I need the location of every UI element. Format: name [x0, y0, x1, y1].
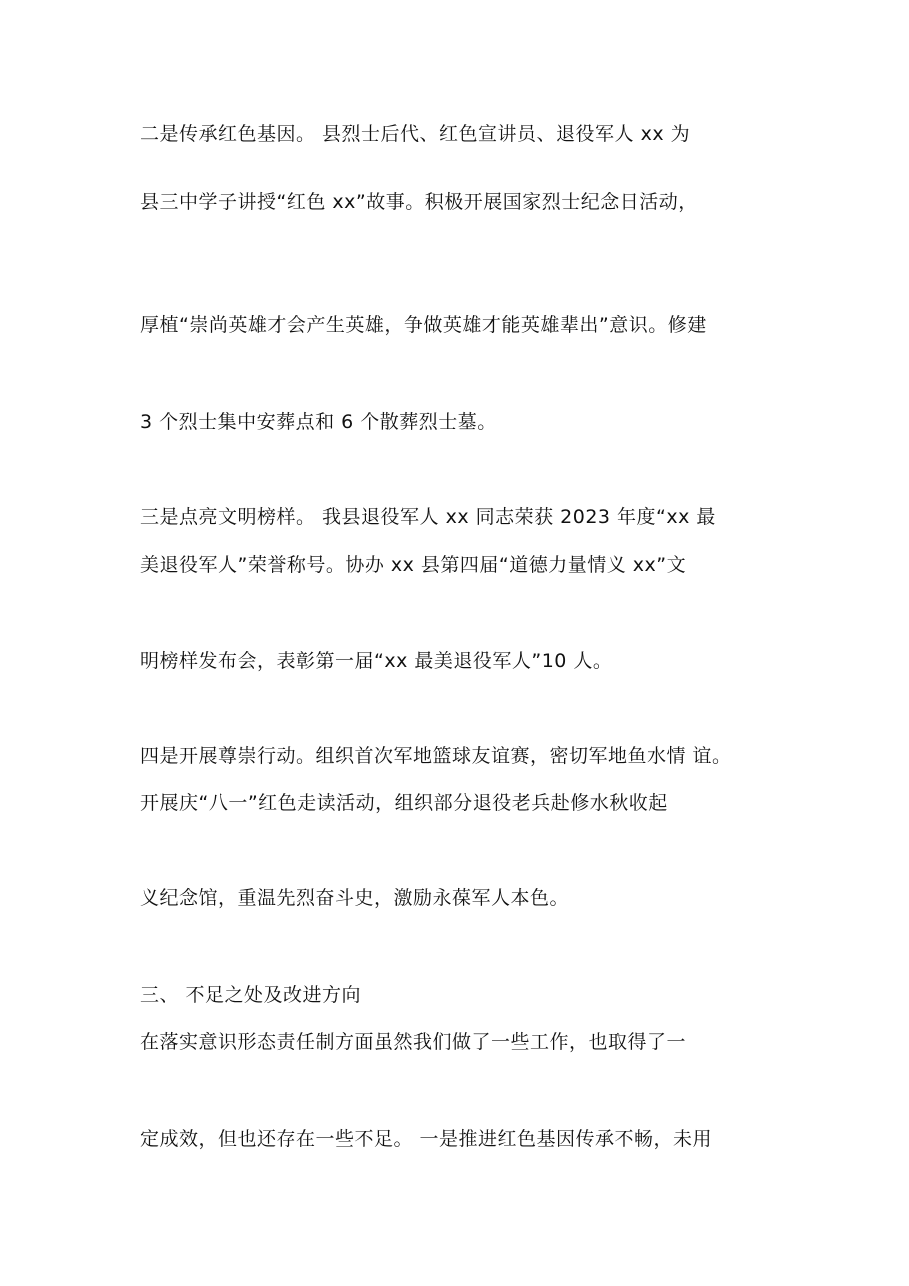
paragraph-line: 美退役军人”荣誉称号。协办 xx 县第四届“道德力量情义 xx”文	[140, 554, 687, 576]
paragraph-line: 3 个烈士集中安葬点和 6 个散葬烈士墓。	[140, 411, 497, 433]
paragraph-line: 开展庆“八一”红色走读活动，组织部分退役老兵赴修水秋收起	[140, 792, 668, 814]
paragraph-line: 四是开展尊崇行动。组织首次军地篮球友谊赛，密切军地鱼水情 谊。	[140, 745, 732, 767]
paragraph-line: 三是点亮文明榜样。 我县退役军人 xx 同志荣获 2023 年度“xx 最	[140, 506, 716, 528]
section-heading: 三、 不足之处及改进方向	[140, 984, 362, 1006]
paragraph-line: 在落实意识形态责任制方面虽然我们做了一些工作，也取得了一	[140, 1031, 687, 1053]
paragraph-line: 县三中学子讲授“红色 xx”故事。积极开展国家烈士纪念日活动，	[140, 191, 698, 213]
paragraph-line: 定成效，但也还存在一些不足。 一是推进红色基因传承不畅，未用	[140, 1128, 713, 1150]
paragraph-line: 明榜样发布会，表彰第一届“xx 最美退役军人”10 人。	[140, 650, 613, 672]
paragraph-line: 义纪念馆，重温先烈奋斗史，激励永葆军人本色。	[140, 887, 570, 909]
paragraph-line: 二是传承红色基因。 县烈士后代、红色宣讲员、退役军人 xx 为	[140, 123, 691, 145]
paragraph-line: 厚植“崇尚英雄才会产生英雄，争做英雄才能英雄辈出”意识。修建	[140, 314, 707, 336]
